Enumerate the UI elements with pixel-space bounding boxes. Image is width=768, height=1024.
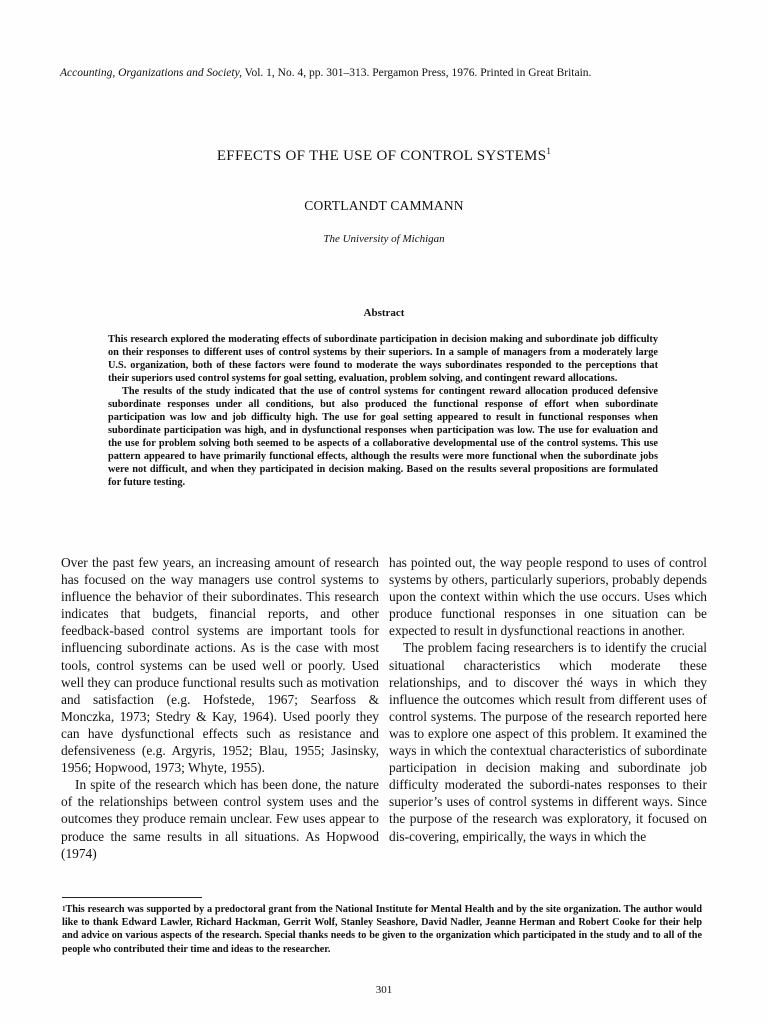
journal-citation	[60, 66, 720, 80]
abstract-body	[108, 333, 658, 489]
article-title	[0, 148, 768, 165]
footnote-divider	[62, 897, 202, 898]
journal-name: Accounting, Organizations and Society,	[60, 67, 242, 79]
author-affiliation: The University of Michigan	[323, 233, 445, 245]
page-number: 301	[375, 984, 393, 996]
body-column-left	[61, 554, 379, 862]
body-paragraph: In spite of the research which has been done, the nature of the relationships between control system uses and the outcomes they produce remain unclear. Few uses appear to produce the same results in all situations. As Hopwood (1974)	[61, 777, 379, 861]
footnote	[62, 903, 702, 956]
footnote-marker: 1	[62, 905, 66, 913]
journal-details: Vol. 1, No. 4, pp. 301–313. Pergamon Press, 1976. Printed in Great Britain.	[241, 67, 592, 79]
abstract-paragraph: This research explored the moderating effects of subordinate participation in decision making and subordinate job difficulty on their responses to different uses of control systems by their superiors. In a sample of managers from a moderately large U.S. organization, both of these factors were found to moderate the ways subordinates responded to the perceptions that their superiors used control systems for goal setting, evaluation, problem solving, and contingent reward allocations.	[108, 334, 658, 384]
abstract-paragraph: The results of the study indicated that the use of control systems for contingent reward allocation produced defensive subordinate responses under all conditions, but also produced the functional response of effort when subordinate participation was low and job difficulty high. The use for goal setting appeared to result in functional responses when subordinate participation was high, and in dysfunctional responses when participation was low. The use for evaluation and the use for problem solving both seemed to be aspects of a collaborative developmental use of the control systems. This use pattern appeared to have primarily functional effects, although the results were more functional when the subordinate jobs were not difficult, and when they participated in decision making. Based on the results several propositions are formulated for future testing.	[108, 386, 658, 488]
body-column-right	[389, 554, 707, 845]
title-text: EFFECTS OF THE USE OF CONTROL SYSTEMS	[216, 148, 547, 164]
author-name: CORTLANDT CAMMANN	[304, 198, 464, 213]
body-paragraph: Over the past few years, an increasing amount of research has focused on the way managers use control systems to influence the behavior of their subordinates. This research indicates that budgets, financial reports, and other feedback-based control systems are important tools for influencing subordinate actions. As is the case with most tools, control systems can be used well or poorly. Used well they can produce functional results such as motivation and satisfaction (e.g. Hofstede, 1967; Searfoss & Monczka, 1973; Stedry & Kay, 1964). Used poorly they can have dysfunctional effects such as resistance and defensiveness (e.g. Argyris, 1952; Blau, 1955; Jasinsky, 1956; Hopwood, 1973; Whyte, 1955).	[61, 555, 379, 776]
body-paragraph: The problem facing researchers is to identify the crucial situational characteristics which moderate these relationships, and to discover thé ways in which they influence the outcomes which result from different uses of control systems. The purpose of the research reported here was to explore one aspect of this problem. It examined the ways in which the contextual characteristics of subordinate participation in decision making and subordinate job difficulty moderated the subordi-nates responses to their superior’s uses of control systems in different ways. Since the purpose of the research was exploratory, it focused on dis-covering, empirically, the ways in which the	[389, 640, 707, 844]
footnote-text: This research was supported by a predoctoral grant from the National Institute for Mental Health and by the site organization. The author would like to thank Edward Lawler, Richard Hackman, Gerrit Wolf, Stanley Seashore, David Nadler, Jeanne Herman and Robert Cooke for their help and advice on various aspects of the research. Special thanks needs to be given to the organization which participated in the study and to all of the people who contributed their time and ideas to the researcher.	[62, 904, 702, 955]
abstract-heading: Abstract	[363, 307, 405, 319]
title-footnote-marker: 1	[546, 146, 552, 156]
body-paragraph: has pointed out, the way people respond to uses of control systems by others, particularly superiors, probably depends upon the context within which the use occurs. Uses which produce functional responses in one situation can be expected to result in dysfunctional reactions in another.	[389, 555, 707, 639]
